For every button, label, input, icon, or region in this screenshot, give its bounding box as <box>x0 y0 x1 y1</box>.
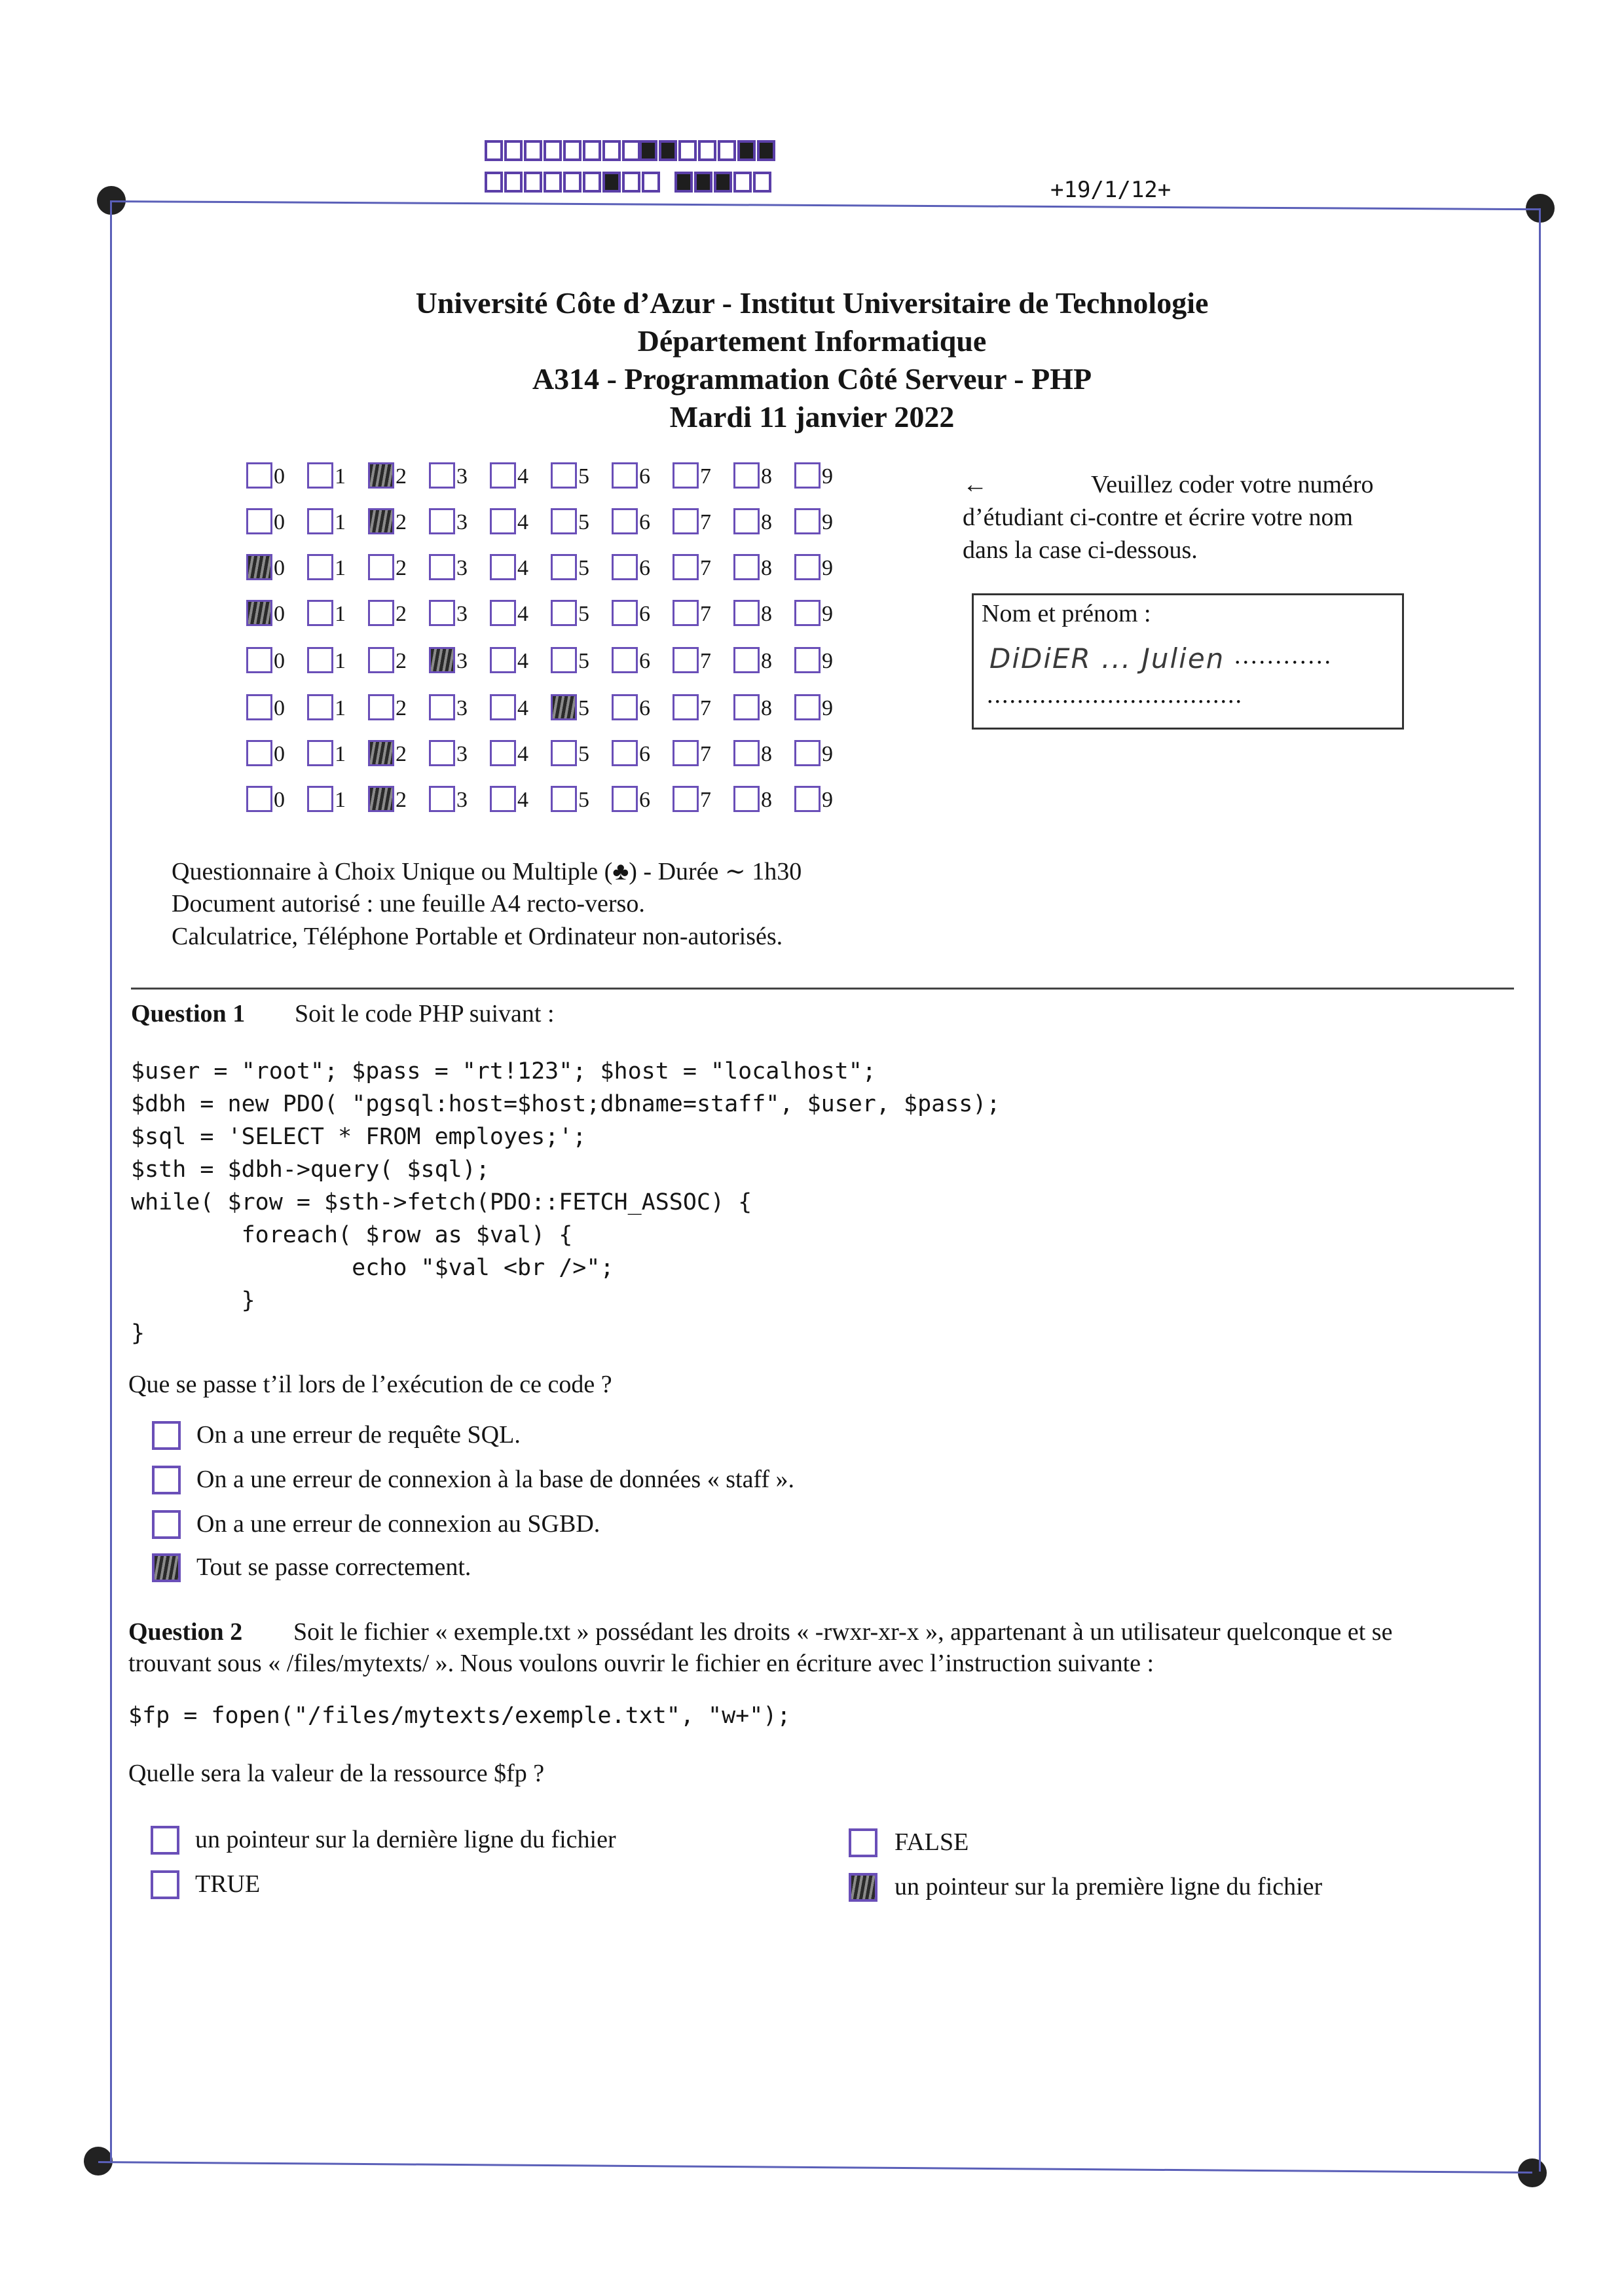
q2-prompt-line-1: Soit le fichier « exemple.txt » possédant les droits « -rwxr-xr-x », appartenant à un utilisateur quelconque et se <box>293 1618 1393 1646</box>
barcode-row-1 <box>485 140 792 166</box>
q1-title: Question 1 <box>131 1000 246 1028</box>
digit-label: 0 <box>274 464 285 489</box>
q1-option-label: On a une erreur de connexion au SGBD. <box>196 1510 600 1538</box>
digit-checkbox[interactable] <box>429 740 455 766</box>
digit-label: 5 <box>578 556 589 580</box>
digit-checkbox[interactable] <box>673 740 699 766</box>
digit-label: 2 <box>396 649 407 673</box>
digit-checkbox[interactable] <box>794 554 821 580</box>
digit-label: 5 <box>578 510 589 534</box>
digit-checkbox[interactable] <box>246 508 272 534</box>
digit-label: 8 <box>761 696 772 720</box>
digit-label: 1 <box>335 602 346 626</box>
digit-checkbox[interactable] <box>733 647 760 673</box>
digit-checkbox[interactable] <box>368 554 394 580</box>
digit-checkbox[interactable] <box>612 740 638 766</box>
q2-code: $fp = fopen("/files/mytexts/exemple.txt", "w+"); <box>128 1703 791 1729</box>
digit-label: 0 <box>274 649 285 673</box>
digit-checkbox[interactable] <box>673 462 699 489</box>
digit-label: 1 <box>335 649 346 673</box>
q2-option-checkbox[interactable] <box>849 1873 877 1902</box>
digit-label: 0 <box>274 602 285 626</box>
digit-checkbox[interactable] <box>490 462 516 489</box>
name-handwritten: DiDiER ... Julien <box>989 642 1225 675</box>
digit-label: 8 <box>761 742 772 766</box>
digit-label: 3 <box>456 742 468 766</box>
instruction-line-2: d’étudiant ci-contre et écrire votre nom <box>963 504 1354 531</box>
digit-label: 9 <box>822 464 833 489</box>
digit-checkbox[interactable] <box>246 554 272 580</box>
digit-label: 1 <box>335 742 346 766</box>
digit-label: 2 <box>396 556 407 580</box>
digit-checkbox[interactable] <box>551 647 577 673</box>
digit-label: 0 <box>274 742 285 766</box>
q1-code-line: $dbh = new PDO( "pgsql:host=$host;dbname=staff", $user, $pass); <box>131 1091 1001 1117</box>
digit-label: 7 <box>700 696 711 720</box>
q1-option-checkbox[interactable] <box>152 1421 181 1450</box>
digit-checkbox[interactable] <box>307 694 333 720</box>
digit-checkbox[interactable] <box>490 647 516 673</box>
digit-label: 9 <box>822 556 833 580</box>
frame-bottom <box>98 2161 1532 2174</box>
digit-checkbox[interactable] <box>733 508 760 534</box>
digit-label: 8 <box>761 602 772 626</box>
digit-label: 3 <box>456 696 468 720</box>
digit-label: 0 <box>274 556 285 580</box>
digit-checkbox[interactable] <box>673 508 699 534</box>
digit-label: 9 <box>822 696 833 720</box>
instruction-arrow: ← <box>963 471 987 498</box>
q2-option-label: un pointeur sur la dernière ligne du fichier <box>195 1826 616 1853</box>
digit-checkbox[interactable] <box>612 786 638 812</box>
digit-checkbox[interactable] <box>673 554 699 580</box>
name-dots-2: .................................. <box>987 681 1243 709</box>
digit-label: 2 <box>396 696 407 720</box>
digit-checkbox[interactable] <box>307 647 333 673</box>
digit-label: 3 <box>456 649 468 673</box>
digit-checkbox[interactable] <box>490 740 516 766</box>
digit-checkbox[interactable] <box>733 600 760 626</box>
digit-label: 4 <box>517 788 528 812</box>
digit-label: 7 <box>700 788 711 812</box>
digit-checkbox[interactable] <box>673 694 699 720</box>
digit-checkbox[interactable] <box>551 786 577 812</box>
digit-label: 0 <box>274 510 285 534</box>
digit-checkbox[interactable] <box>307 740 333 766</box>
exam-info-line-1: Questionnaire à Choix Unique ou Multiple (♣) - Durée ∼ 1h30 <box>172 858 802 885</box>
digit-label: 8 <box>761 788 772 812</box>
digit-checkbox[interactable] <box>246 462 272 489</box>
digit-checkbox[interactable] <box>733 786 760 812</box>
digit-checkbox[interactable] <box>429 462 455 489</box>
q1-code-line: $user = "root"; $pass = "rt!123"; $host = "localhost"; <box>131 1058 876 1084</box>
digit-checkbox[interactable] <box>246 740 272 766</box>
digit-label: 0 <box>274 696 285 720</box>
digit-checkbox[interactable] <box>246 786 272 812</box>
digit-checkbox[interactable] <box>429 694 455 720</box>
digit-checkbox[interactable] <box>490 694 516 720</box>
digit-label: 2 <box>396 788 407 812</box>
digit-checkbox[interactable] <box>307 462 333 489</box>
q2-option-label: FALSE <box>895 1828 969 1856</box>
exam-info-line-3: Calculatrice, Téléphone Portable et Ordinateur non-autorisés. <box>172 923 783 950</box>
digit-checkbox[interactable] <box>490 508 516 534</box>
digit-checkbox[interactable] <box>246 694 272 720</box>
digit-label: 9 <box>822 788 833 812</box>
digit-checkbox[interactable] <box>612 554 638 580</box>
frame-right <box>1539 208 1541 2172</box>
header-course: A314 - Programmation Côté Serveur - PHP <box>532 362 1092 396</box>
digit-label: 9 <box>822 742 833 766</box>
digit-label: 6 <box>639 602 650 626</box>
digit-checkbox[interactable] <box>429 600 455 626</box>
digit-checkbox[interactable] <box>733 694 760 720</box>
digit-label: 9 <box>822 649 833 673</box>
name-box-label: Nom et prénom : <box>982 600 1151 627</box>
separator-line <box>131 988 1514 990</box>
digit-label: 3 <box>456 788 468 812</box>
digit-checkbox[interactable] <box>794 508 821 534</box>
name-box[interactable] <box>972 593 1404 730</box>
digit-label: 1 <box>335 556 346 580</box>
digit-checkbox[interactable] <box>794 462 821 489</box>
frame-left <box>110 200 112 2161</box>
digit-label: 5 <box>578 464 589 489</box>
digit-label: 3 <box>456 556 468 580</box>
q2-option-checkbox[interactable] <box>151 1870 179 1899</box>
digit-label: 4 <box>517 510 528 534</box>
digit-checkbox[interactable] <box>612 600 638 626</box>
q1-question: Que se passe t’il lors de l’exécution de ce code ? <box>128 1371 612 1398</box>
name-dots-1: ............ <box>1234 642 1333 669</box>
digit-checkbox[interactable] <box>429 647 455 673</box>
digit-checkbox[interactable] <box>368 786 394 812</box>
digit-label: 4 <box>517 696 528 720</box>
digit-checkbox[interactable] <box>368 694 394 720</box>
digit-checkbox[interactable] <box>794 694 821 720</box>
digit-checkbox[interactable] <box>551 600 577 626</box>
digit-checkbox[interactable] <box>429 554 455 580</box>
q1-option-checkbox[interactable] <box>152 1466 181 1494</box>
digit-label: 7 <box>700 602 711 626</box>
digit-label: 6 <box>639 696 650 720</box>
digit-checkbox[interactable] <box>307 508 333 534</box>
q1-code-line: $sql = 'SELECT * FROM employes;'; <box>131 1124 587 1150</box>
q1-code-line: } <box>131 1320 145 1346</box>
digit-label: 9 <box>822 602 833 626</box>
digit-checkbox[interactable] <box>307 600 333 626</box>
digit-label: 2 <box>396 742 407 766</box>
exam-info-line-2: Document autorisé : une feuille A4 recto-verso. <box>172 890 645 917</box>
instruction-line-1: Veuillez coder votre numéro <box>1091 471 1374 498</box>
digit-label: 2 <box>396 510 407 534</box>
q1-option-label: Tout se passe correctement. <box>196 1553 471 1581</box>
digit-checkbox[interactable] <box>246 600 272 626</box>
digit-checkbox[interactable] <box>490 786 516 812</box>
digit-checkbox[interactable] <box>307 554 333 580</box>
digit-label: 3 <box>456 602 468 626</box>
q2-title: Question 2 <box>128 1618 243 1646</box>
digit-checkbox[interactable] <box>551 740 577 766</box>
header-university: Université Côte d’Azur - Institut Universitaire de Technologie <box>415 286 1209 320</box>
q1-prompt: Soit le code PHP suivant : <box>295 1000 555 1028</box>
q2-option-checkbox[interactable] <box>151 1826 179 1855</box>
digit-label: 7 <box>700 510 711 534</box>
frame-top <box>111 200 1540 210</box>
instruction-line-3: dans la case ci-dessous. <box>963 536 1198 564</box>
digit-checkbox[interactable] <box>794 786 821 812</box>
digit-checkbox[interactable] <box>733 740 760 766</box>
digit-checkbox[interactable] <box>490 554 516 580</box>
digit-label: 8 <box>761 556 772 580</box>
digit-label: 7 <box>700 742 711 766</box>
digit-checkbox[interactable] <box>612 694 638 720</box>
digit-checkbox[interactable] <box>673 600 699 626</box>
digit-checkbox[interactable] <box>794 647 821 673</box>
digit-label: 4 <box>517 556 528 580</box>
digit-label: 3 <box>456 464 468 489</box>
q1-option-label: On a une erreur de requête SQL. <box>196 1421 521 1449</box>
digit-label: 7 <box>700 649 711 673</box>
header-department: Département Informatique <box>637 324 987 358</box>
digit-label: 5 <box>578 602 589 626</box>
sheet-code: +19/1/12+ <box>1050 177 1172 203</box>
digit-checkbox[interactable] <box>733 462 760 489</box>
digit-label: 0 <box>274 788 285 812</box>
digit-label: 4 <box>517 742 528 766</box>
q1-code-line: } <box>131 1287 255 1314</box>
digit-checkbox[interactable] <box>733 554 760 580</box>
digit-label: 4 <box>517 464 528 489</box>
digit-label: 2 <box>396 602 407 626</box>
digit-label: 7 <box>700 464 711 489</box>
q2-question: Quelle sera la valeur de la ressource $fp ? <box>128 1760 545 1787</box>
header-date: Mardi 11 janvier 2022 <box>669 400 955 434</box>
digit-label: 1 <box>335 464 346 489</box>
q1-code-line: $sth = $dbh->query( $sql); <box>131 1157 490 1183</box>
digit-checkbox[interactable] <box>551 694 577 720</box>
digit-checkbox[interactable] <box>612 647 638 673</box>
digit-label: 6 <box>639 464 650 489</box>
q1-code-line: echo "$val <br />"; <box>131 1255 614 1281</box>
digit-label: 5 <box>578 788 589 812</box>
digit-checkbox[interactable] <box>368 647 394 673</box>
digit-checkbox[interactable] <box>673 786 699 812</box>
digit-label: 1 <box>335 696 346 720</box>
digit-checkbox[interactable] <box>794 740 821 766</box>
digit-checkbox[interactable] <box>612 462 638 489</box>
digit-label: 8 <box>761 510 772 534</box>
digit-label: 5 <box>578 696 589 720</box>
q1-option-label: On a une erreur de connexion à la base de données « staff ». <box>196 1466 795 1493</box>
barcode-row-2 <box>485 172 792 198</box>
digit-checkbox[interactable] <box>429 786 455 812</box>
digit-checkbox[interactable] <box>246 647 272 673</box>
digit-checkbox[interactable] <box>673 647 699 673</box>
digit-checkbox[interactable] <box>368 600 394 626</box>
q1-code-line: while( $row = $sth->fetch(PDO::FETCH_ASSOC) { <box>131 1189 752 1215</box>
digit-label: 5 <box>578 649 589 673</box>
digit-label: 1 <box>335 788 346 812</box>
digit-checkbox[interactable] <box>612 508 638 534</box>
q2-option-checkbox[interactable] <box>849 1828 877 1857</box>
q1-option-checkbox[interactable] <box>152 1553 181 1582</box>
digit-label: 6 <box>639 556 650 580</box>
digit-label: 6 <box>639 788 650 812</box>
q2-option-label: un pointeur sur la première ligne du fichier <box>895 1873 1323 1900</box>
digit-checkbox[interactable] <box>490 600 516 626</box>
digit-label: 5 <box>578 742 589 766</box>
digit-checkbox[interactable] <box>551 462 577 489</box>
digit-label: 2 <box>396 464 407 489</box>
digit-checkbox[interactable] <box>368 508 394 534</box>
digit-checkbox[interactable] <box>551 508 577 534</box>
digit-label: 7 <box>700 556 711 580</box>
digit-label: 3 <box>456 510 468 534</box>
digit-checkbox[interactable] <box>794 600 821 626</box>
digit-checkbox[interactable] <box>429 508 455 534</box>
digit-label: 8 <box>761 649 772 673</box>
q2-option-label: TRUE <box>195 1870 261 1898</box>
digit-label: 6 <box>639 649 650 673</box>
digit-checkbox[interactable] <box>307 786 333 812</box>
digit-checkbox[interactable] <box>368 462 394 489</box>
digit-label: 1 <box>335 510 346 534</box>
digit-label: 6 <box>639 510 650 534</box>
digit-label: 4 <box>517 602 528 626</box>
digit-label: 8 <box>761 464 772 489</box>
digit-label: 6 <box>639 742 650 766</box>
q1-code-line: foreach( $row as $val) { <box>131 1222 573 1248</box>
digit-label: 9 <box>822 510 833 534</box>
q1-option-checkbox[interactable] <box>152 1510 181 1539</box>
digit-checkbox[interactable] <box>551 554 577 580</box>
digit-label: 4 <box>517 649 528 673</box>
q2-prompt-line-2: trouvant sous « /files/mytexts/ ». Nous voulons ouvrir le fichier en écriture avec l’instruction suivante : <box>128 1650 1154 1677</box>
digit-checkbox[interactable] <box>368 740 394 766</box>
